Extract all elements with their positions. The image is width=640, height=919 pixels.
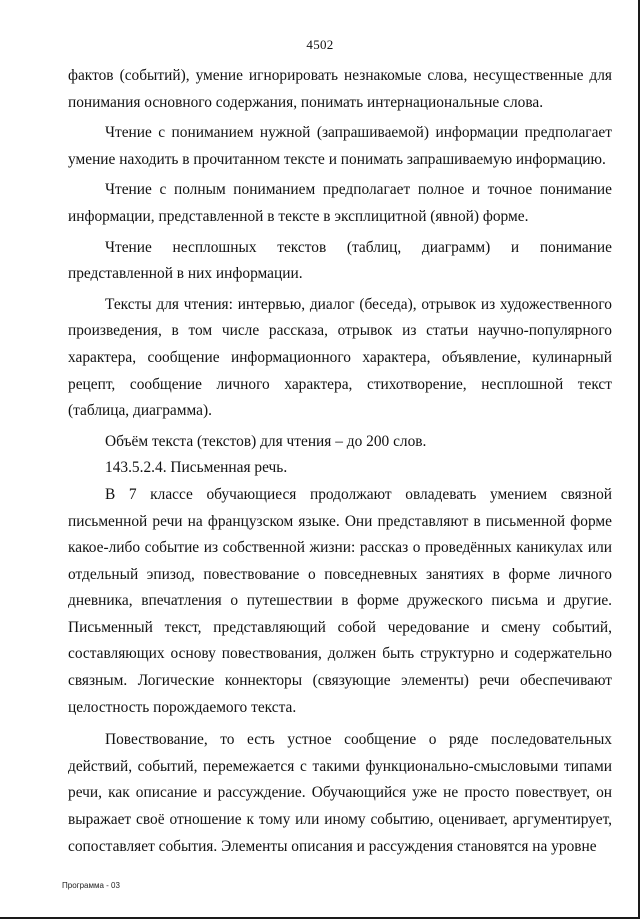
paragraph-narration: Повествование, то есть устное сообщение о ряде последовательных действий, событий, перемежается с такими функционально-смысловыми типами речи, как описание и рассуждение. Обучающийся уже не просто повествует, он выражает своё отношение к тому или иному событию, оценивает, аргументирует, сопоставляет события. Элементы описания и рассуждения становятся на уровне [68,731,612,855]
section-heading-written-speech: 143.5.2.4. Письменная речь. [105,459,288,477]
paragraph-reading-noncontinuous-texts: Чтение несплошных текстов (таблиц, диаграмм) и понимание представленной в них информации. [68,238,612,283]
paragraph-written-speech: В 7 классе обучающиеся продолжают овладевать умением связной письменной речи на французском языке. Они представляют в письменной форме какое-либо событие из собственной жизни: рассказ о проведённых каникулах или отдельный эпизод, повествование о повседневных занятиях в форме личного дневника, впечатления о путешествии в форме дружеского письма и другие. Письменный текст, представляющий собой чередование и смену событий, составляющих основу повествования, должен быть структурно и содержательно связным. Логические коннекторы (связующие элементы) речи обеспечивают целостность порождаемого текста. [68,485,612,716]
paragraph-reading-full-understanding: Чтение с полным пониманием предполагает полное и точное понимание информации, представленной в тексте в эксплицитной (явной) форме. [68,181,612,225]
footer-label: Программа - 03 [62,881,120,890]
paragraph-continuation: фактов (событий), умение игнорировать незнакомые слова, несущественные для понимания основного содержания, понимать интернациональные слова. [68,67,612,111]
page-number: 4502 [306,37,334,52]
document-body [68,63,612,860]
paragraph-reading-volume: Объём текста (текстов) для чтения – до 200 слов. [105,432,427,450]
paragraph-reading-requested-info: Чтение с пониманием нужной (запрашиваемой) информации предполагает умение находить в прочитанном тексте и понимать запрашиваемую информацию. [68,124,612,168]
paragraph-reading-text-types: Тексты для чтения: интервью, диалог (беседа), отрывок из художественного произведения, в том числе рассказа, отрывок из статьи научно-популярного характера, сообщение информационного характера, объявление, кулинарный рецепт, сообщение личного характера, стихотворение, несплошной текст (таблица, диаграмма). [68,295,612,420]
